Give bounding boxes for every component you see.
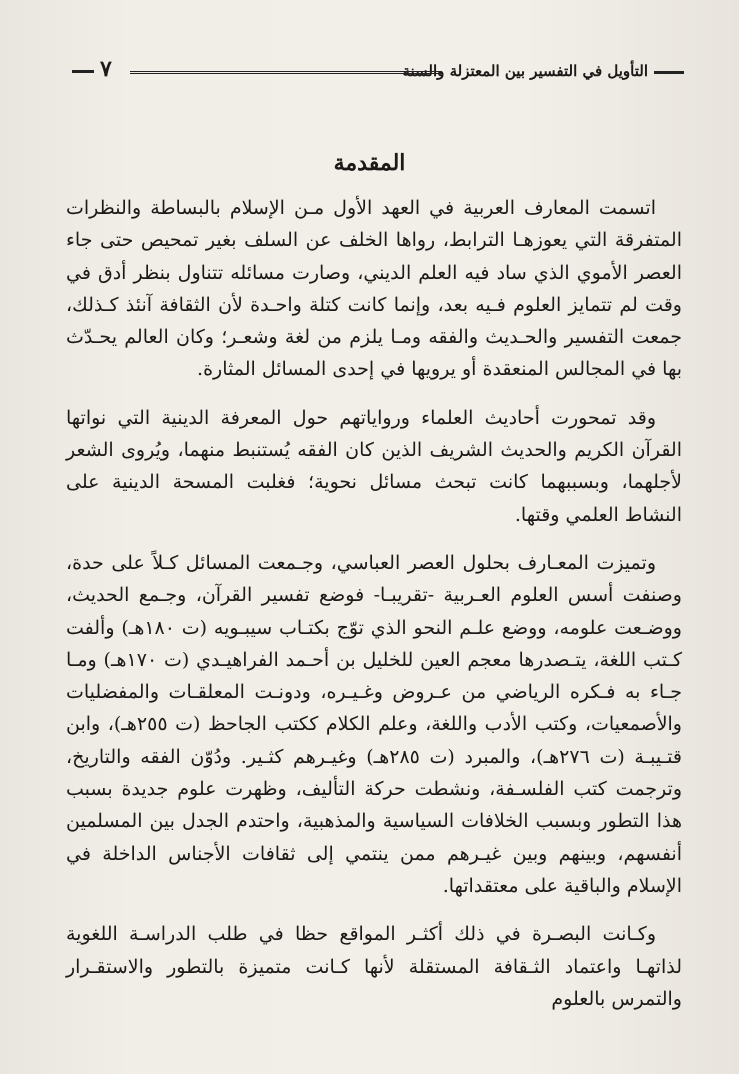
page-number-dash bbox=[72, 70, 94, 73]
paragraph-1: اتسمت المعارف العربية في العهد الأول مـن الإسلام بالبساطة والنظرات المتفرقة التي يعوزهـا الترابط، رواها الخلف عن السلف بغير تمحيص حتى جاء العصر الأموي الذي ساد فيه العلم الديني، وصارت مسائله تتناول بنظر أدق في وقت لم تتمايز العلوم فـيه بعد، وإنما كانت كتلة واحـدة لأن الثقافة آنئذ كـذلك، جمعت التفسير والحـديث والفقه ومـا يلزم من لغة وشعـر؛ وكان العالم يحـدّث بها في المجالس المنعقدة أو يرويها في إحدى المسائل المثارة. bbox=[66, 197, 682, 381]
running-header bbox=[72, 56, 684, 86]
body-text bbox=[66, 192, 682, 1031]
paragraph-3: وتميزت المعـارف بحلول العصر العباسي، وجـمعت المسائل كـلاً على حدة، وصنفت أسس العلوم العـربية -تقريبـا- فوضع تفسير القرآن، وجـمع الحديث، ووضـعت علومه، ووضع علـم النحو الذي توّج بكتـاب سيبـويه (ت ١٨٠هـ) وألفت كـتب اللغة، يتـصدرها معجم العين للخليل بن أحـمد الفراهيـدي (ت ١٧٠هـ) ومـا جـاء به فـكره الرياضي من عـروض وغـيـره، ودونـت المعلقـات والمفضليات والأصمعيات، وكتب الأدب واللغة، وعلم الكلام ككتب الجاحظ (ت ٢٥٥هـ)، وابن قتـيبـة (ت ٢٧٦هـ)، والمبرد (ت ٢٨٥هـ) وغيـرهم كثـير. ودُوّن الفقه والتاريخ، وترجمت كتب الفلسـفة، ونشطت حركة التأليف، وظهرت علوم جديدة بسبب هذا التطور وبسبب الخلافات السياسية والمذهبية، واحتدم الجدل بين المسلمين أنفسهم، وبينهم وبين غيـرهم ممن ينتمي إلى ثقافات الأجناس الداخلة في الإسلام والباقية على معتقداتها. bbox=[66, 551, 683, 897]
page-number: ٧ bbox=[100, 56, 112, 82]
running-title: التأويل في التفسير بين المعتزلة والسنة bbox=[402, 62, 648, 80]
paragraph-4: وكـانت البصـرة في ذلك أكثـر المواقع حظا في طلب الدراسـة اللغوية لذاتهـا واعتماد الثـقافة المستقلة لأنها كـانت متميزة بالتطور والاستقـرار والتمرس بالعلوم bbox=[66, 923, 682, 1010]
header-rule-right bbox=[654, 71, 684, 74]
section-title: المقدمة bbox=[333, 150, 406, 176]
header-rule-left bbox=[130, 71, 442, 74]
paragraph-2: وقد تمحورت أحاديث العلماء ورواياتهم حول المعرفة الدينية التي نواتها القرآن الكريم والحديث الشريف الذين كان الفقه يُستنبط منهما، ويُروى الشعر لأجلهما، وبسببهما كانت تبحث مسائل نحوية؛ فغلبت المسحة الدينية على النشاط العلمي وقتها. bbox=[66, 406, 682, 526]
